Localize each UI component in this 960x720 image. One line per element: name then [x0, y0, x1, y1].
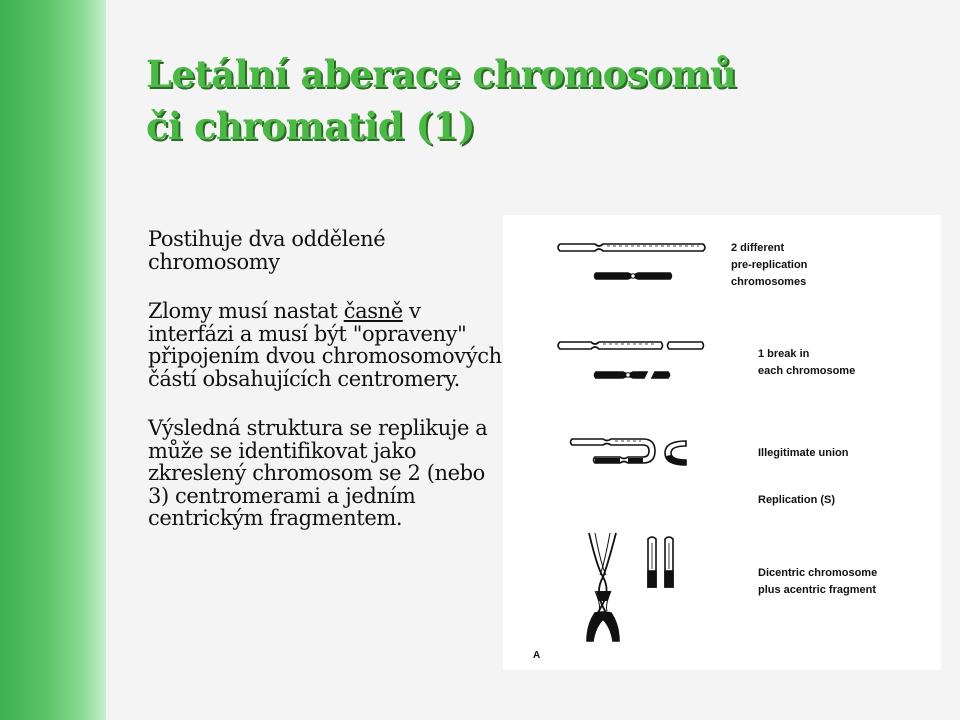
label-replication: Replication (S)	[758, 494, 836, 506]
bullet-list	[148, 228, 503, 557]
black-chromosome-broken-step2	[595, 372, 670, 378]
acentric-fragment-step3	[665, 441, 686, 465]
bullet-paragraph-1: Postihuje dva oddělené chromosomy	[148, 227, 386, 274]
slide-title	[146, 48, 736, 152]
label-illegitimate-union: Illegitimate union	[758, 447, 849, 459]
slide-title-line-2: či chromatid (1)	[146, 104, 475, 148]
white-chromosome-broken-step2	[558, 342, 704, 349]
label-break: 1 break in each chromosome	[758, 348, 856, 377]
bullet-paragraph-3: Výsledná struktura se replikuje a může se identifikovat jako zkreslený chromosom se 2 (nebo 3) centromerami a jedním centrickým fragmentem.	[148, 416, 488, 530]
decorative-side-band	[0, 0, 106, 720]
slide-title-line-1: Letální aberace chromosomů	[146, 52, 737, 96]
chromosome-diagram	[503, 215, 941, 670]
bullet-2-text-start: Zlomy musí nastat	[148, 299, 344, 323]
bullet-2-underlined-word: časně	[343, 299, 403, 323]
white-chromosome-step1	[558, 244, 705, 251]
label-pre-replication: 2 different pre-replication chromosomes	[731, 242, 808, 288]
acentric-fragment-step5	[648, 537, 673, 587]
black-chromosome-step1	[595, 273, 672, 279]
dicentric-union-step3	[571, 439, 656, 463]
bullet-paragraph-2	[148, 300, 503, 390]
dicentric-chromosome-step5	[587, 533, 619, 641]
chromosome-aberration-figure	[503, 215, 941, 670]
label-dicentric: Dicentric chromosome plus acentric fragment	[758, 567, 878, 596]
panel-letter: A	[533, 650, 541, 661]
bullet-2-text-end: v interfázi a musí být "opraveny" připojením dvou chromosomových částí obsahujících centromery.	[148, 299, 502, 391]
